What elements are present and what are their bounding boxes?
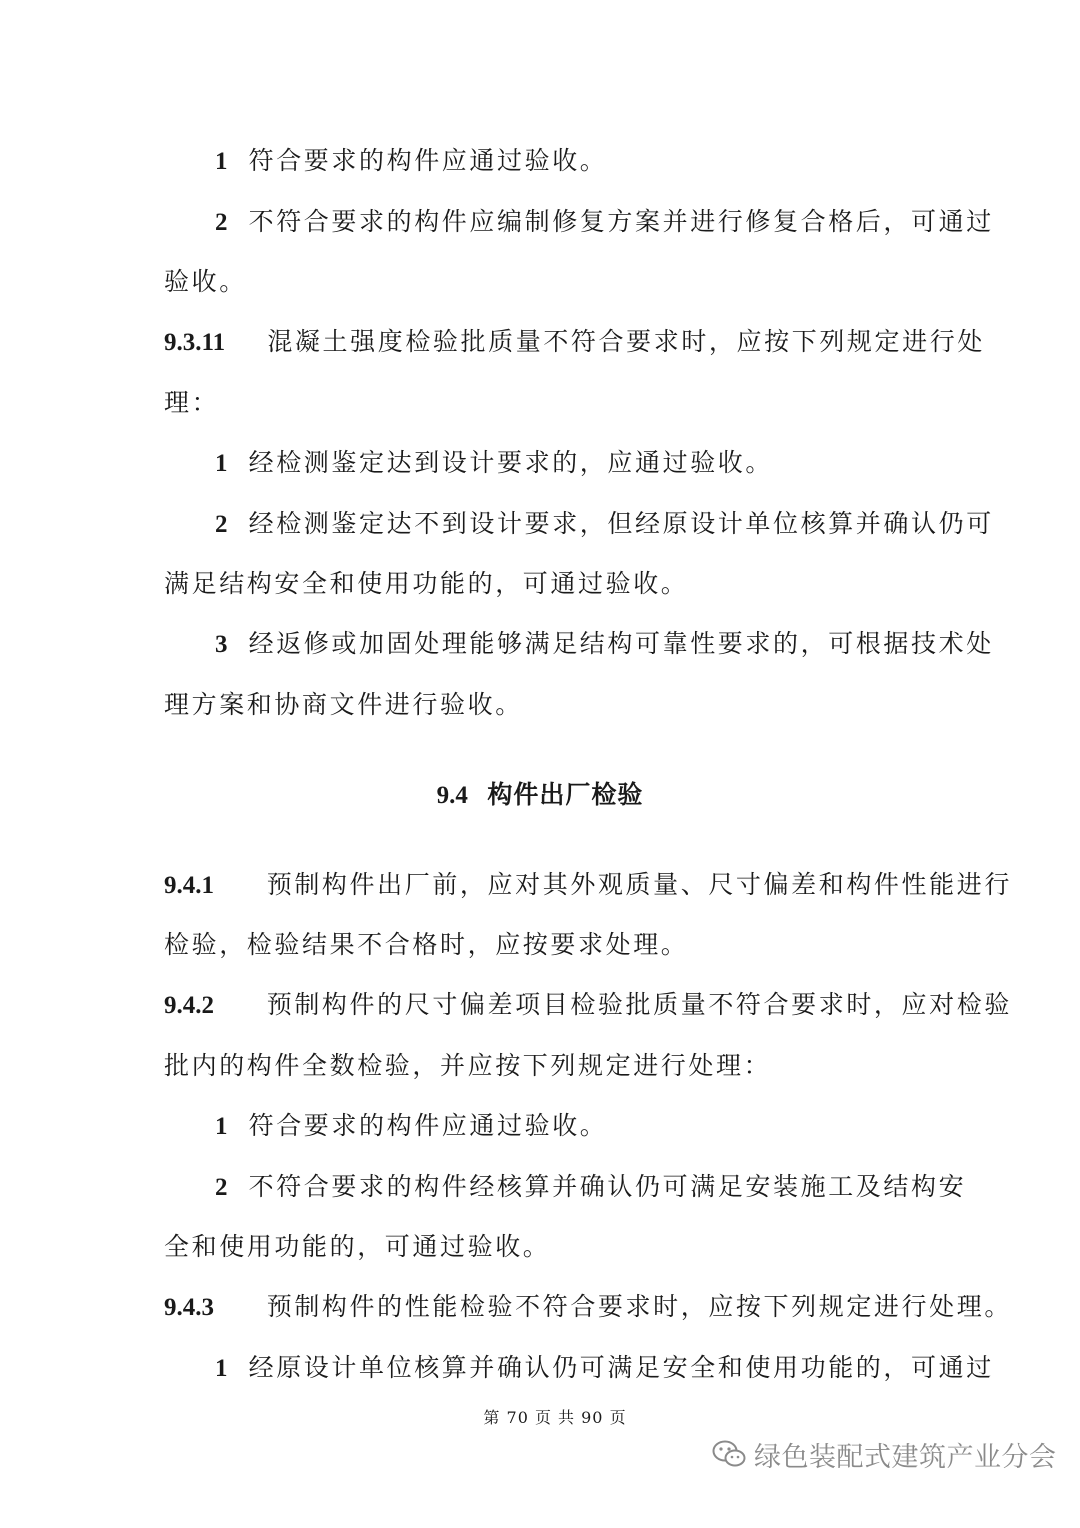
item-number: 3 [215,631,228,658]
page-footer: 第 70 页 共 90 页 [483,1408,627,1427]
item-number: 2 [215,1174,228,1201]
clause-number: 9.4.1 [164,872,214,899]
section-title: 构件出厂检验 [487,780,644,809]
line-text: 预制构件的性能检验不符合要求时，应按下列规定进行处理。 [266,1292,1012,1321]
text-line [215,1172,966,1203]
line-text: 预制构件的尺寸偏差项目检验批质量不符合要求时，应对检验 [266,990,1012,1019]
item-number: 1 [215,450,228,477]
watermark-text: 绿色装配式建筑产业分会 [754,1441,1057,1473]
wechat-icon [712,1439,746,1469]
line-text: 经返修或加固处理能够满足结构可靠性要求的，可根据技术处 [248,629,994,658]
line-text: 理： [164,388,220,417]
section-heading [0,780,1080,811]
text-line [164,690,523,720]
clause-number: 9.4.2 [164,992,214,1019]
line-text: 全和使用功能的，可通过验收。 [164,1232,551,1261]
line-text: 混凝土强度检验批质量不符合要求时，应按下列规定进行处 [267,327,985,356]
text-line [215,1111,607,1142]
text-line [164,267,247,297]
watermark [712,1434,1057,1474]
text-line [215,629,994,660]
line-text: 符合要求的构件应通过验收。 [248,146,608,175]
line-text: 理方案和协商文件进行验收。 [164,690,523,719]
line-text: 批内的构件全数检验，并应按下列规定进行处理： [164,1051,772,1080]
item-number: 1 [215,1113,228,1140]
text-line [215,207,994,238]
line-text: 经检测鉴定达到设计要求的，应通过验收。 [248,448,773,477]
item-number: 1 [215,1355,228,1382]
clause-line [164,990,1012,1021]
text-line [215,1353,994,1384]
clause-number: 9.3.11 [164,329,226,356]
line-text: 符合要求的构件应通过验收。 [248,1111,608,1140]
line-text: 不符合要求的构件应编制修复方案并进行修复合格后，可通过 [248,207,994,236]
text-line [215,146,607,177]
item-number: 1 [215,148,228,175]
clause-line [164,327,985,358]
item-number: 2 [215,209,228,236]
text-line [215,448,773,479]
text-line [164,569,688,599]
line-text: 经检测鉴定达不到设计要求，但经原设计单位核算并确认仍可 [248,509,994,538]
text-line [164,1051,771,1081]
text-line [164,1232,550,1262]
clause-line [164,870,1012,901]
line-text: 不符合要求的构件经核算并确认仍可满足安装施工及结构安 [248,1172,967,1201]
line-text: 验收。 [164,267,247,296]
clause-number: 9.4.3 [164,1294,214,1321]
text-line [164,930,688,960]
line-text: 检验，检验结果不合格时，应按要求处理。 [164,930,689,959]
text-line [215,509,994,540]
item-number: 2 [215,511,228,538]
section-number: 9.4 [436,782,468,809]
line-text: 经原设计单位核算并确认仍可满足安全和使用功能的，可通过 [248,1353,994,1382]
clause-line [164,1292,1012,1323]
line-text: 满足结构安全和使用功能的，可通过验收。 [164,569,689,598]
line-text: 预制构件出厂前，应对其外观质量、尺寸偏差和构件性能进行 [266,870,1012,899]
text-line [164,388,219,418]
